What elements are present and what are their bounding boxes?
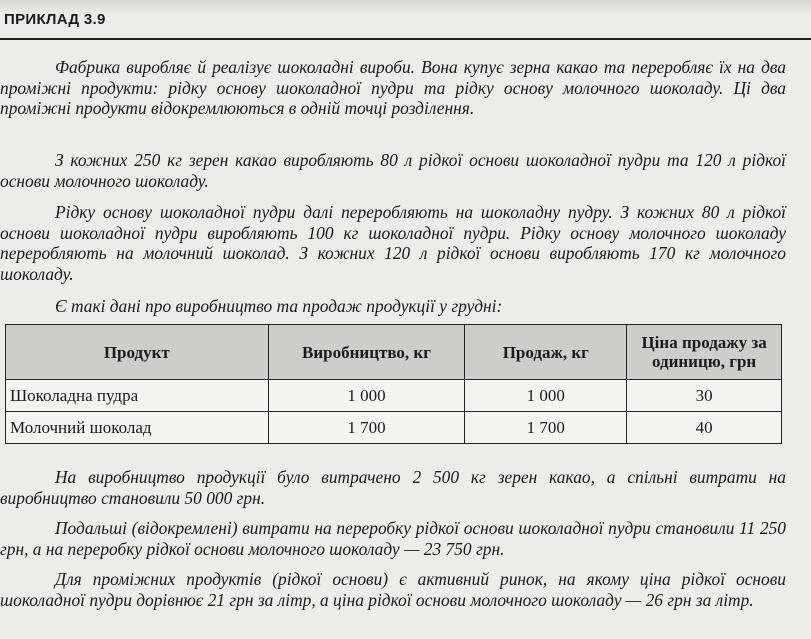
cell-production: 1 000 (268, 380, 465, 412)
paragraph-costs: На виробництво продукції було витрачено 2 500 кг зерен какао, а спільні витрати на виробництво становили 50 000 грн. (0, 467, 786, 508)
title-rule (0, 38, 811, 40)
production-sales-table (5, 324, 782, 444)
example-title: ПРИКЛАД 3.9 (4, 11, 106, 28)
table-header-row (6, 325, 782, 380)
header-product: Продукт (6, 325, 269, 380)
cell-product: Шоколадна пудра (6, 380, 269, 412)
paragraph-market: Для проміжних продуктів (рідкої основи) є активний ринок, на якому ціна рідкої основи шоколадної пудри дорівнює 21 грн за літр, а ціна рідкої основи молочного шоколаду — 26 грн за літр. (0, 569, 786, 610)
page-top-strip (0, 0, 811, 14)
paragraph-intro: Фабрика виробляє й реалізує шоколадні вироби. Вона купує зерна какао та переробляє їх на два проміжні продукти: рідку основу шоколадної пудри та рідку основу молочного шоколаду. Ці два проміжні продукти відокремлюються в одній точці розділення. (0, 57, 786, 119)
paragraph-yield: З кожних 250 кг зерен какао виробляють 80 л рідкої основи шоколадної пудри та 120 л рідкої основи молочного шоколаду. (0, 150, 786, 191)
cell-sales: 1 000 (465, 380, 627, 412)
header-production: Виробництво, кг (268, 325, 465, 380)
paragraph-separable-costs: Подальші (відокремлені) витрати на переробку рідкої основи шоколадної пудри становили 11 250 грн, а на переробку рідкої основи молочного шоколаду — 23 750 грн. (0, 518, 786, 559)
table-row (6, 380, 782, 412)
header-price: Ціна продажу за одиницю, грн (627, 325, 782, 380)
header-sales: Продаж, кг (465, 325, 627, 380)
cell-sales: 1 700 (465, 412, 627, 444)
cell-product: Молочний шоколад (6, 412, 269, 444)
cell-price: 30 (627, 380, 782, 412)
cell-price: 40 (627, 412, 782, 444)
paragraph-processing: Рідку основу шоколадної пудри далі переробляють на шоколадну пудру. З кожних 80 л рідкої основи шоколадної пудри виробляють 100 кг шоколадної пудри. Рідку основу молочного шоколаду переробляють на молочний шоколад. З кожних 120 л рідкої основи виробляють 170 кг молочного шоколаду. (0, 202, 786, 284)
table-row (6, 412, 782, 444)
paragraph-table-intro: Є такі дані про виробництво та продаж продукції у грудні: (55, 296, 503, 316)
cell-production: 1 700 (268, 412, 465, 444)
